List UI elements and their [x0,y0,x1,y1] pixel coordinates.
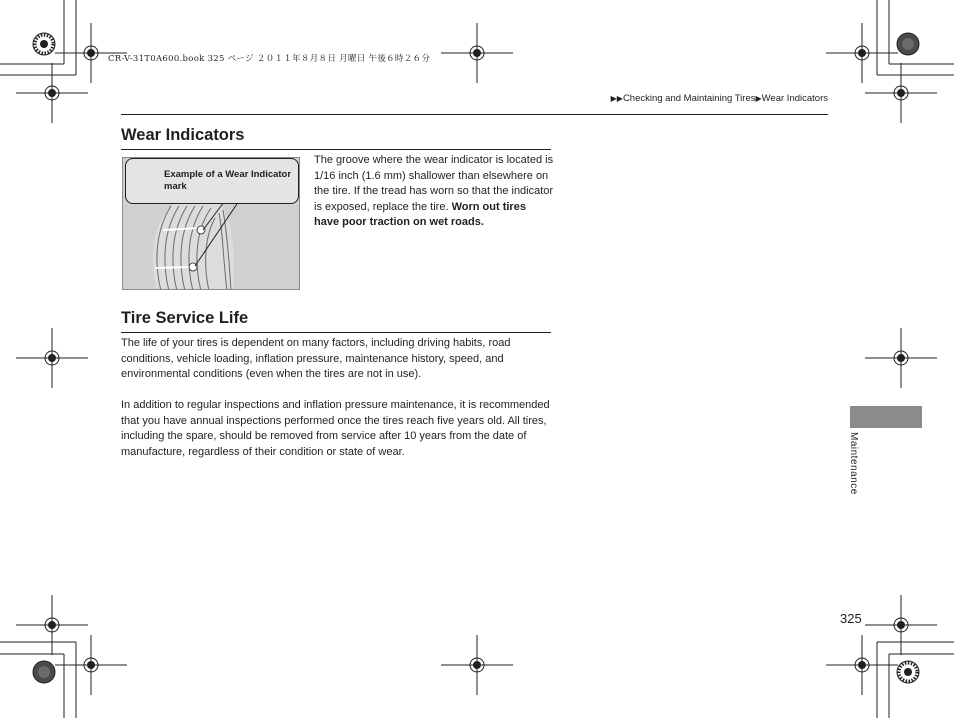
wear-indicators-title: Wear Indicators [121,126,245,144]
breadcrumb-page: Wear Indicators [761,93,828,104]
print-header: CR-V-31T0A600.book 325 ページ ２０１１年８月８日 月曜日 午後６時２６分 [108,54,431,64]
breadcrumb [611,93,828,104]
chapter-tab-label: Maintenance [848,432,859,495]
wear-indicators-warning: Worn out tires have poor traction on wet roads. [314,200,526,228]
page-number: 325 [840,611,862,626]
chapter-tab [850,406,922,428]
tire-service-life-paragraph-1: The life of your tires is dependent on many factors, including driving habits, road conditions, vehicle loading, inflation pressure, maintenance history, speed, and environmental conditions (even when the tires are not in use). [121,337,511,380]
wear-indicators-rule [121,149,551,150]
breadcrumb-separator: ▶ [755,94,762,103]
tire-service-life-paragraph-2: In addition to regular inspections and inflation pressure maintenance, it is recommended that you have annual inspections performed once the tires reach five years old. All tires, including the spare, should be removed from service after 10 years from the date of manufacture, regardless of their condition or state of wear. [121,399,550,458]
figure-callout-label: Example of a Wear Indicator mark [164,169,292,192]
breadcrumb-arrows: ▶▶ [610,94,623,103]
header-rule [121,114,828,115]
wear-indicators-text [314,153,554,231]
wear-indicators-description: The groove where the wear indicator is located is 1/16 inch (1.6 mm) shallower than elsewhere on the tire. If the tread has worn so that the indicator is exposed, replace the tire. [314,154,554,213]
tire-service-life-rule [121,332,551,333]
tire-service-life-title: Tire Service Life [121,309,249,327]
breadcrumb-section: Checking and Maintaining Tires [622,93,756,104]
